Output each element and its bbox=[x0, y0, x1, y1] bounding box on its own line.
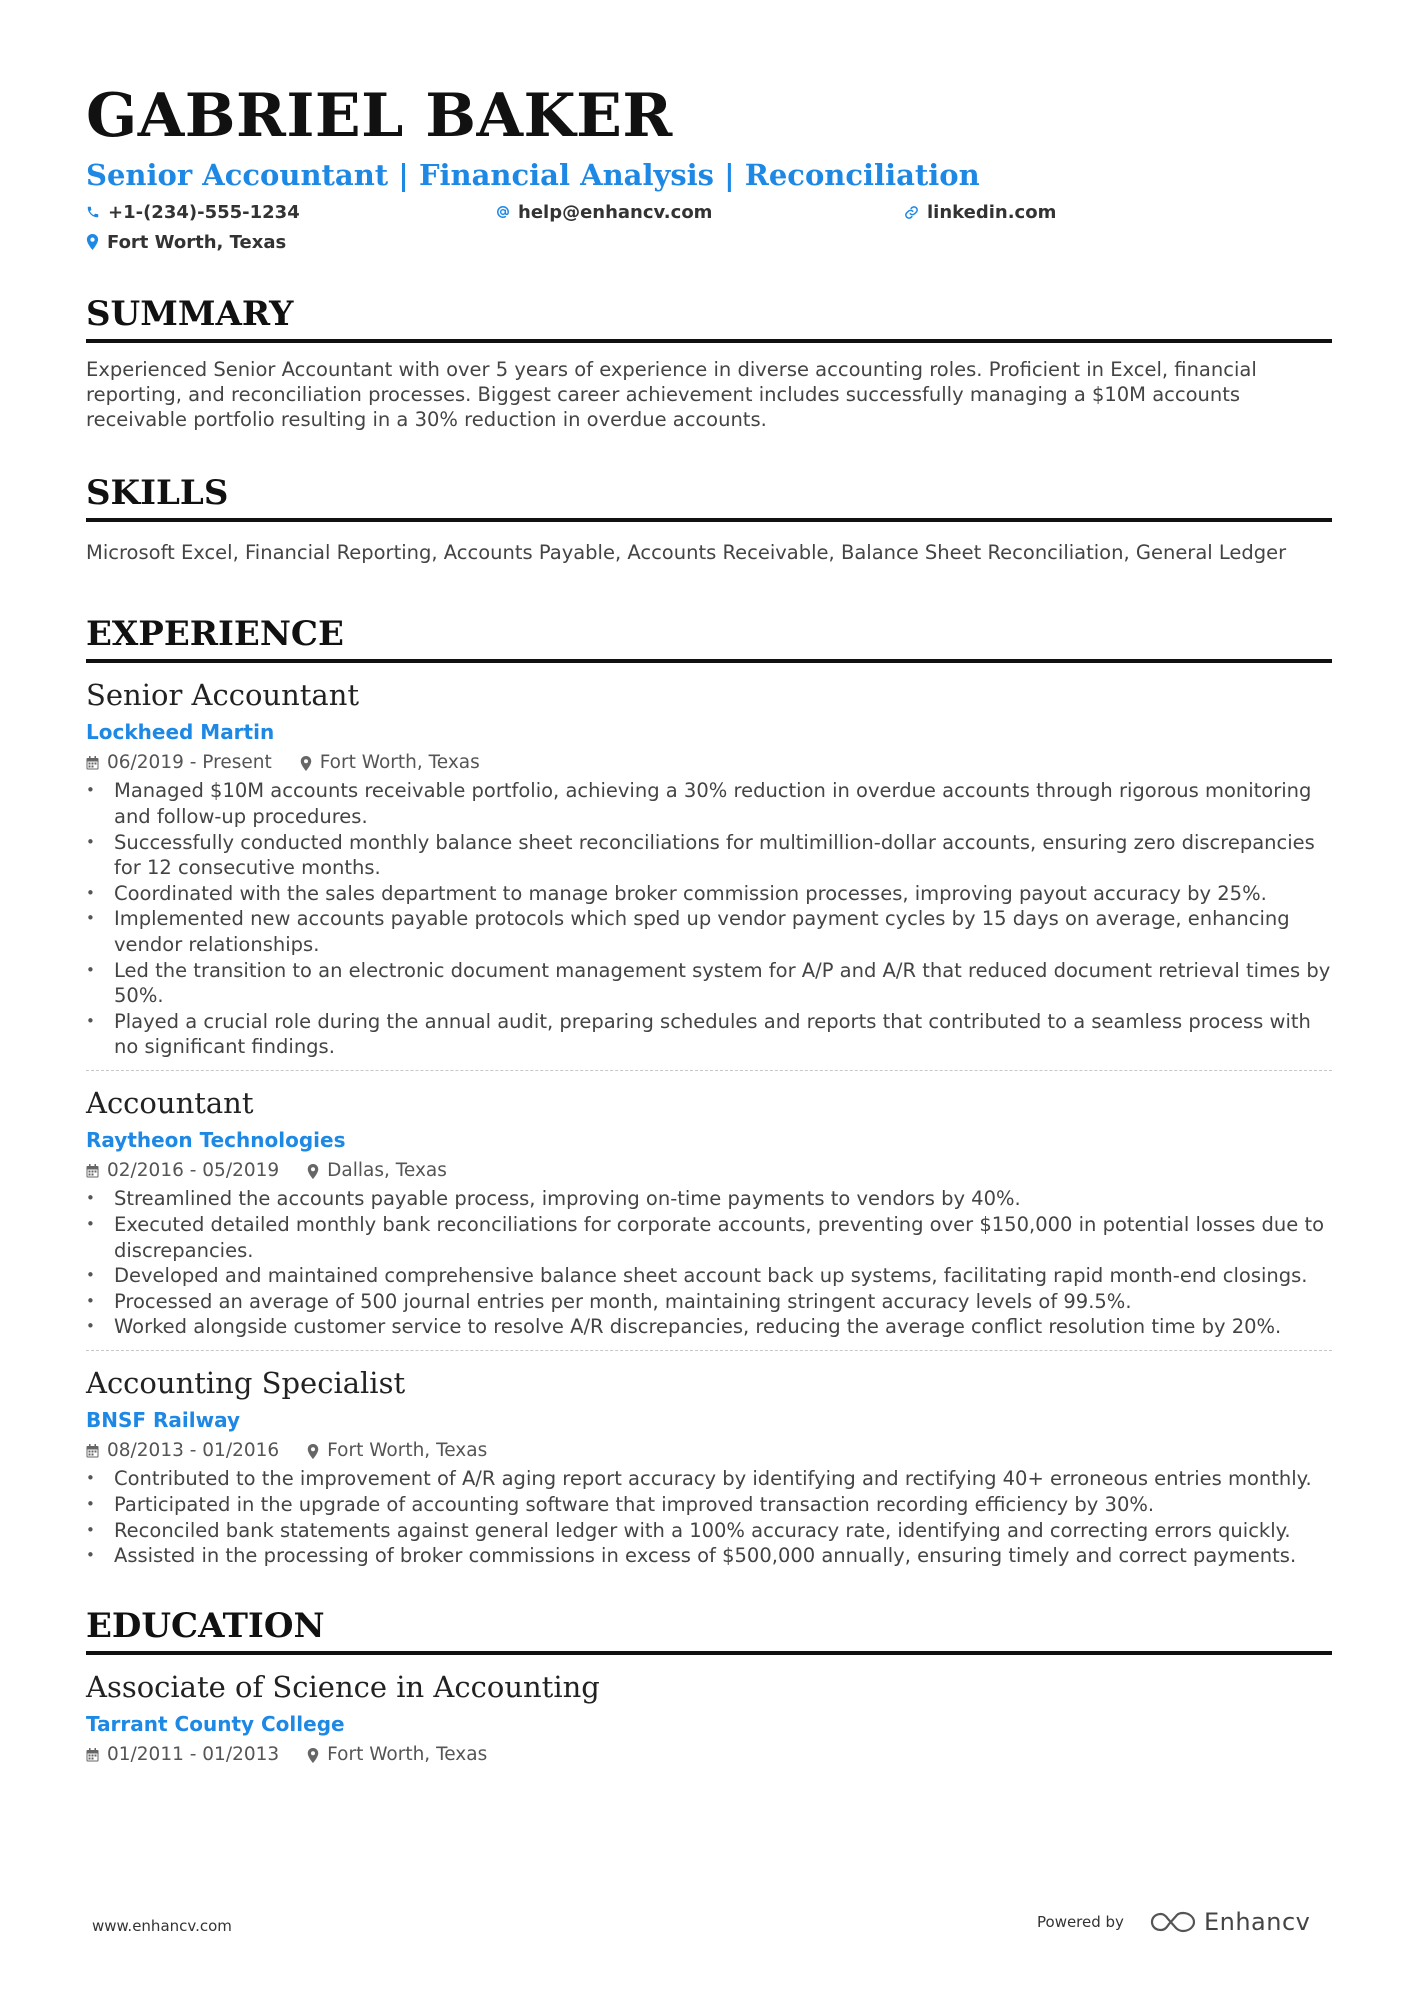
job-location-text: Fort Worth, Texas bbox=[327, 1439, 488, 1461]
calendar-icon bbox=[86, 1444, 99, 1458]
education-location-text: Fort Worth, Texas bbox=[327, 1743, 488, 1765]
job-role: Accounting Specialist bbox=[86, 1365, 406, 1400]
at-icon bbox=[496, 205, 510, 219]
education-degree: Associate of Science in Accounting bbox=[86, 1669, 600, 1704]
location-pin-icon bbox=[86, 234, 99, 250]
bullet-item: • Assisted in the processing of broker commissions in excess of $500,000 annually, ensuring timely and correct payments. bbox=[86, 1543, 1332, 1569]
job-location-text: Dallas, Texas bbox=[327, 1159, 447, 1181]
experience-entry bbox=[86, 1085, 1332, 1351]
email-text: help@enhancv.com bbox=[518, 201, 713, 223]
experience-heading: EXPERIENCE bbox=[86, 617, 1332, 663]
job-dates bbox=[86, 1439, 280, 1461]
experience-entry bbox=[86, 1365, 1332, 1569]
experience-section bbox=[86, 613, 1332, 1569]
location-pin-icon bbox=[300, 756, 312, 771]
resume-content bbox=[86, 74, 1332, 1764]
calendar-icon bbox=[86, 1164, 99, 1178]
bullet-item: • Implemented new accounts payable protocols which sped up vendor payment cycles by 15 days on average, enhancing vendor relationships. bbox=[86, 906, 1332, 957]
job-role: Senior Accountant bbox=[86, 677, 360, 712]
entry-divider bbox=[86, 1350, 1332, 1351]
location-pin-icon bbox=[307, 1164, 319, 1179]
job-company: BNSF Railway bbox=[86, 1407, 241, 1432]
calendar-icon bbox=[86, 756, 99, 770]
bullet-item: • Reconciled bank statements against general ledger with a 100% accuracy rate, identifying and correcting errors quickly. bbox=[86, 1518, 1332, 1544]
education-school: Tarrant County College bbox=[86, 1711, 345, 1736]
contact-linkedin[interactable] bbox=[904, 202, 1056, 223]
contact-location bbox=[86, 232, 286, 253]
linkedin-text: linkedin.com bbox=[927, 201, 1057, 223]
job-role: Accountant bbox=[86, 1085, 254, 1120]
job-company: Raytheon Technologies bbox=[86, 1127, 346, 1152]
location-row bbox=[86, 232, 1332, 253]
job-meta bbox=[86, 1159, 1332, 1181]
job-location bbox=[300, 751, 480, 773]
resume-header bbox=[86, 81, 1332, 253]
footer-branding[interactable] bbox=[1037, 1908, 1310, 1936]
experience-entry bbox=[86, 677, 1332, 1071]
contact-row bbox=[86, 202, 1332, 223]
job-location-text: Fort Worth, Texas bbox=[319, 751, 480, 773]
contact-email[interactable] bbox=[496, 202, 904, 223]
job-bullets bbox=[86, 1466, 1332, 1568]
entry-divider bbox=[86, 1070, 1332, 1071]
job-company: Lockheed Martin bbox=[86, 719, 275, 744]
education-location bbox=[307, 1743, 488, 1765]
location-text: Fort Worth, Texas bbox=[107, 231, 287, 253]
footer-website[interactable]: www.enhancv.com bbox=[92, 1917, 232, 1935]
bullet-item: • Played a crucial role during the annual audit, preparing schedules and reports that contributed to a seamless process with no significant findings. bbox=[86, 1009, 1332, 1060]
bullet-item: • Coordinated with the sales department to manage broker commission processes, improving payout accuracy by 25%. bbox=[86, 881, 1332, 907]
education-dates bbox=[86, 1743, 280, 1765]
enhancv-logo-icon bbox=[1150, 1911, 1196, 1933]
summary-section bbox=[86, 293, 1332, 432]
education-heading: EDUCATION bbox=[86, 1609, 1332, 1655]
powered-by-text: Powered by bbox=[1037, 1913, 1124, 1931]
job-bullets bbox=[86, 778, 1332, 1060]
phone-icon bbox=[86, 205, 100, 219]
job-location bbox=[307, 1439, 488, 1461]
calendar-icon bbox=[86, 1748, 99, 1762]
location-pin-icon bbox=[307, 1748, 319, 1763]
candidate-title: Senior Accountant | Financial Analysis | Reconciliation bbox=[86, 158, 980, 192]
education-meta bbox=[86, 1743, 1332, 1765]
bullet-item: • Worked alongside customer service to resolve A/R discrepancies, reducing the average conflict resolution time by 20%. bbox=[86, 1314, 1332, 1340]
skills-text: Microsoft Excel, Financial Reporting, Accounts Payable, Accounts Receivable, Balance Sheet Reconciliation, General Ledger bbox=[86, 540, 1287, 564]
bullet-item: • Contributed to the improvement of A/R aging report accuracy by identifying and rectifying 40+ erroneous entries monthly. bbox=[86, 1466, 1332, 1492]
bullet-item: • Participated in the upgrade of accounting software that improved transaction recording efficiency by 30%. bbox=[86, 1492, 1332, 1518]
bullet-item: • Streamlined the accounts payable process, improving on-time payments to vendors by 40%. bbox=[86, 1186, 1332, 1212]
location-pin-icon bbox=[307, 1444, 319, 1459]
job-bullets bbox=[86, 1186, 1332, 1340]
job-meta bbox=[86, 1439, 1332, 1461]
job-meta bbox=[86, 751, 1332, 773]
education-section bbox=[86, 1605, 1332, 1765]
phone-text: +1-(234)-555-1234 bbox=[108, 201, 300, 223]
bullet-item: • Processed an average of 500 journal entries per month, maintaining stringent accuracy levels of 99.5%. bbox=[86, 1289, 1332, 1315]
bullet-item: • Developed and maintained comprehensive balance sheet account back up systems, facilitating rapid month-end closings. bbox=[86, 1263, 1332, 1289]
job-dates-text: 06/2019 - Present bbox=[107, 751, 272, 773]
job-dates-text: 02/2016 - 05/2019 bbox=[107, 1159, 280, 1181]
bullet-item: • Successfully conducted monthly balance sheet reconciliations for multimillion-dollar accounts, ensuring zero discrepancies for 12 consecutive months. bbox=[86, 830, 1332, 881]
summary-text: Experienced Senior Accountant with over 5 years of experience in diverse accounting roles. Proficient in Excel, financial reporting, and reconciliation processes. Biggest career achievement includes successfully managing a $10M accounts receivable portfolio resulting in a 30% reduction in overdue accounts. bbox=[86, 357, 1257, 431]
job-dates bbox=[86, 751, 272, 773]
bullet-item: • Managed $10M accounts receivable portfolio, achieving a 30% reduction in overdue accounts through rigorous monitoring and follow-up procedures. bbox=[86, 778, 1332, 829]
education-dates-text: 01/2011 - 01/2013 bbox=[107, 1743, 280, 1765]
job-location bbox=[307, 1159, 447, 1181]
summary-heading: SUMMARY bbox=[86, 297, 1332, 343]
enhancv-brand-text: Enhancv bbox=[1203, 1908, 1311, 1936]
bullet-item: • Executed detailed monthly bank reconciliations for corporate accounts, preventing over $150,000 in potential losses due to discrepancies. bbox=[86, 1212, 1332, 1263]
bullet-item: • Led the transition to an electronic document management system for A/P and A/R that reduced document retrieval times by 50%. bbox=[86, 958, 1332, 1009]
job-dates-text: 08/2013 - 01/2016 bbox=[107, 1439, 280, 1461]
job-dates bbox=[86, 1159, 280, 1181]
candidate-name: GABRIEL BAKER bbox=[86, 81, 673, 151]
skills-section bbox=[86, 472, 1332, 565]
contact-phone[interactable] bbox=[86, 202, 496, 223]
link-icon bbox=[904, 205, 919, 220]
skills-heading: SKILLS bbox=[86, 476, 1332, 522]
